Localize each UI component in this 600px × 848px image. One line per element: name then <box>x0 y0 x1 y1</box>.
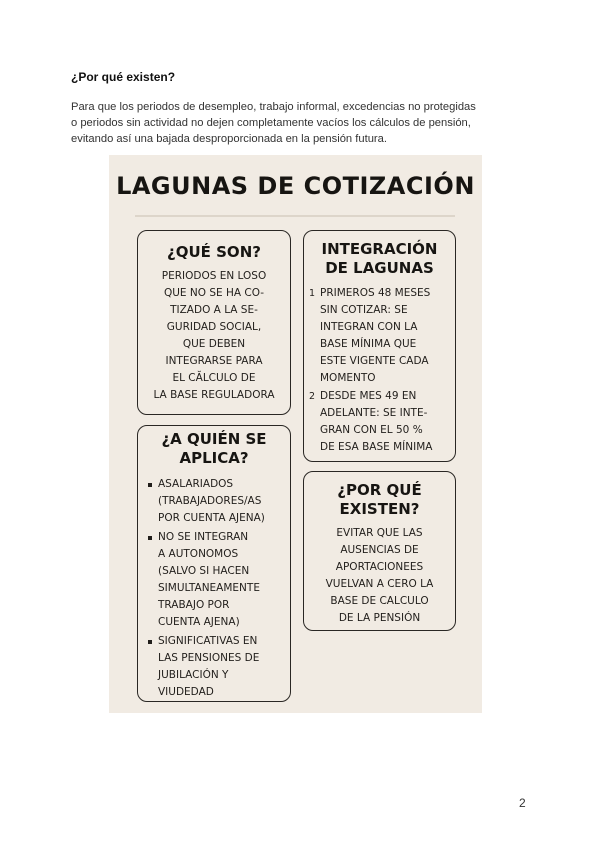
body-line: LA BASE REGULADORA <box>153 389 275 401</box>
item-line: SIN COTIZAR: SE <box>320 304 408 316</box>
item-line: CUENTA AJENA) <box>158 616 240 628</box>
infographic-image <box>109 155 482 713</box>
card-body <box>304 525 455 627</box>
body-line: VUELVAN A CERO LA <box>325 578 434 590</box>
card-body <box>138 268 290 404</box>
page-number: 2 <box>519 796 526 810</box>
card-a-quien-se-aplica <box>137 425 291 702</box>
item-line: TRABAJO POR <box>158 599 230 611</box>
card-title-line: APLICA? <box>179 449 249 467</box>
card-integracion-de-lagunas <box>303 230 456 462</box>
body-line: DE LA PENSIÓN <box>338 612 421 624</box>
item-line: POR CUENTA AJENA) <box>158 512 265 524</box>
body-line: GURIDAD SOCIAL, <box>166 321 262 333</box>
item-line: BASE MÍNIMA QUE <box>320 338 417 350</box>
item-line: A AUTONOMOS <box>158 548 239 560</box>
item-line: ESTE VIGENTE CADA <box>320 355 429 367</box>
item-line: SIGNIFICATIVAS EN <box>158 635 258 647</box>
card-title-line: ¿POR QUÉ <box>337 481 422 499</box>
list-item <box>146 529 290 631</box>
item-line: (TRABAJADORES/AS <box>158 495 262 507</box>
item-line: DE ESA BASE MÍNIMA <box>320 441 433 453</box>
card-title-line: ¿QUÉ SON? <box>167 243 261 261</box>
paragraph-line: o periodos sin actividad no dejen completamente vacíos los cálculos de pensión, <box>71 117 471 129</box>
item-line: DESDE MES 49 EN <box>320 390 417 402</box>
infographic-title: LAGUNAS DE COTIZACIÓN <box>116 172 475 200</box>
card-title-line: ¿A QUIÉN SE <box>161 430 267 448</box>
list-item <box>310 388 455 456</box>
intro-paragraph <box>71 99 531 147</box>
list-item <box>146 633 290 701</box>
title-divider <box>135 215 455 217</box>
card-title <box>138 243 290 262</box>
card-title <box>304 240 455 278</box>
item-line: SIMULTANEAMENTE <box>158 582 260 594</box>
item-line: GRAN CON EL 50 % <box>320 424 423 436</box>
item-number: 2 <box>309 391 316 402</box>
body-line: TIZADO A LA SE- <box>170 304 258 316</box>
item-line: JUBILACIÓN Y <box>158 669 229 681</box>
body-line: QUE NO SE HA CO- <box>163 287 265 299</box>
body-line: APORTACIONEES <box>335 561 424 573</box>
list-item <box>310 285 455 387</box>
item-line: PRIMEROS 48 MESES <box>320 287 431 299</box>
integration-list <box>310 285 455 456</box>
item-line: NO SE INTEGRAN <box>158 531 249 543</box>
item-line: ADELANTE: SE INTE- <box>320 407 428 419</box>
item-number: 1 <box>309 288 316 299</box>
body-line: EL CĂLCULO DE <box>172 372 256 384</box>
card-por-que-existen <box>303 471 456 631</box>
card-title-line: INTEGRACIÓN <box>321 240 438 258</box>
body-line: QUE DEBEN <box>182 338 246 350</box>
item-line: ASALARIADOS <box>158 478 234 490</box>
item-line: (SALVO SI HACEN <box>158 565 250 577</box>
item-line: LAS PENSIONES DE <box>158 652 260 664</box>
body-line: PERIODOS EN LOSO <box>161 270 267 282</box>
card-title-line: DE LAGUNAS <box>325 259 434 277</box>
list-item <box>146 476 290 527</box>
body-line: EVITAR QUE LAS <box>336 527 423 539</box>
body-line: INTEGRARSE PARA <box>165 355 263 367</box>
card-que-son <box>137 230 291 415</box>
body-line: AUSENCIAS DE <box>340 544 419 556</box>
paragraph-line: Para que los periodos de desempleo, trabajo informal, excedencias no protegidas <box>71 101 476 113</box>
card-title <box>138 430 290 468</box>
card-title-line: EXISTEN? <box>339 500 420 518</box>
paragraph-line: evitando así una bajada desproporcionada en la pensión futura. <box>71 133 387 145</box>
card-title <box>304 481 455 519</box>
applies-list <box>146 476 290 701</box>
item-line: INTEGRAN CON LA <box>320 321 418 333</box>
body-line: BASE DE CALCULO <box>330 595 429 607</box>
item-line: VIUDEDAD <box>158 686 214 698</box>
item-line: MOMENTO <box>320 372 376 384</box>
section-heading: ¿Por qué existen? <box>71 70 176 84</box>
